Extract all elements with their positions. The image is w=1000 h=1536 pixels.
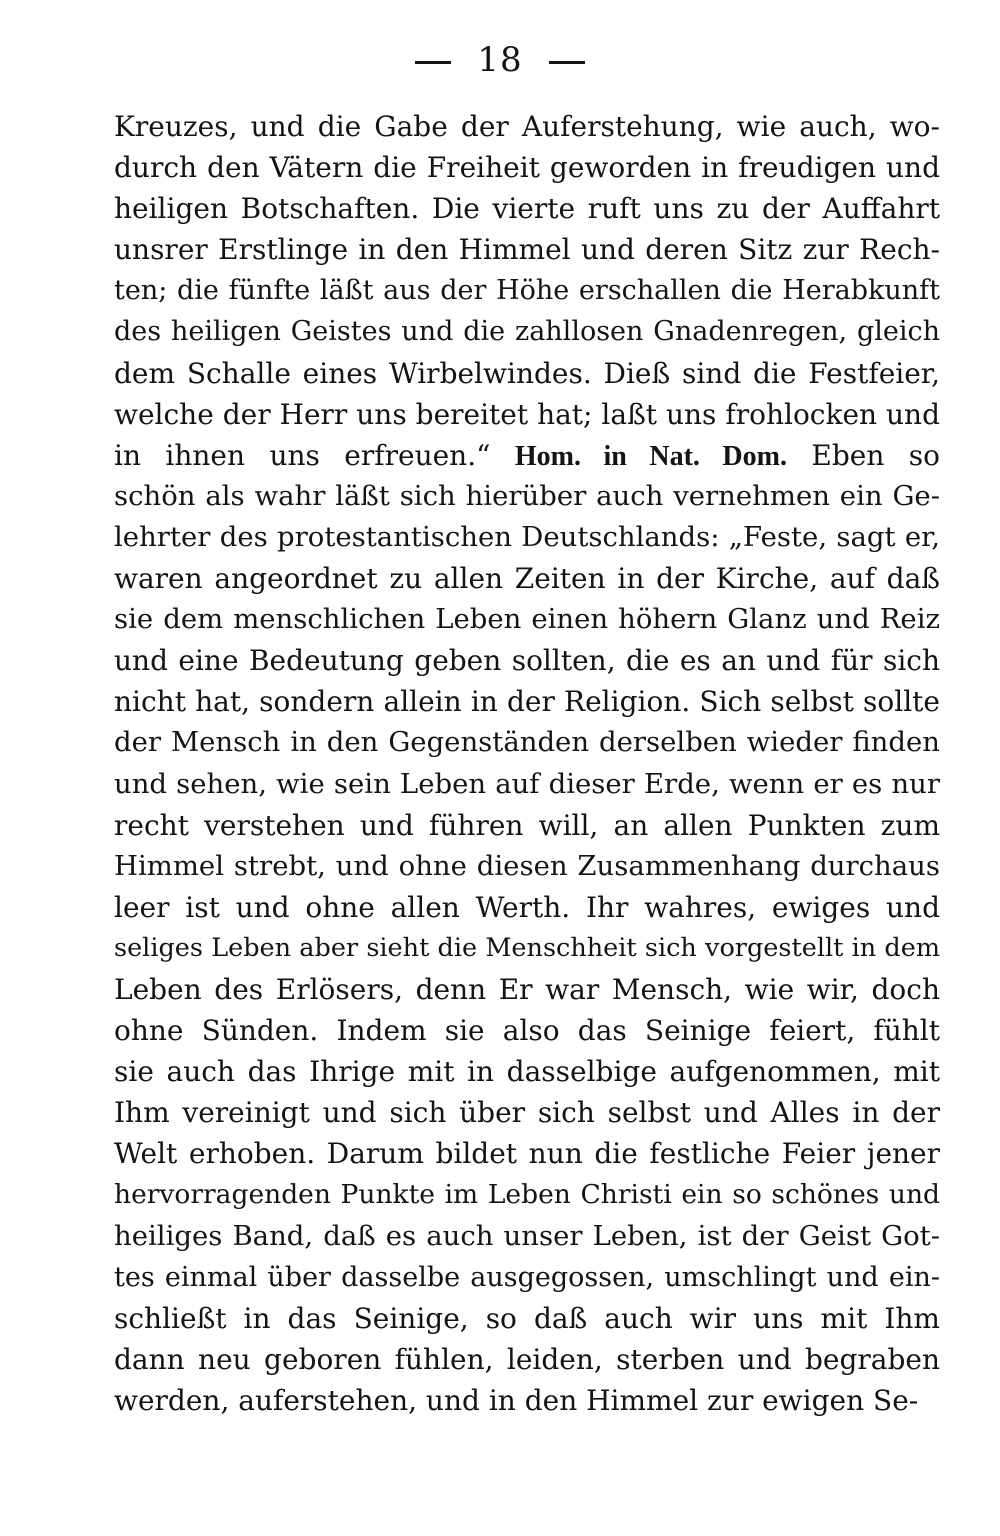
text-line: heiligen Botschaften. Die vierte ruft uns zu der Auffahrt [114, 192, 940, 226]
text-line: dem Schalle eines Wirbelwindes. Dieß sind die Festfeier, [114, 356, 940, 390]
text-line: werden, auferstehen, und in den Himmel zur ewigen Se- [114, 1383, 919, 1417]
text-line: heiliges Band, daß es auch unser Leben, ist der Geist Got- [114, 1219, 940, 1252]
right-dash [549, 61, 585, 64]
text-line: und eine Bedeutung geben sollten, die es an und für sich [114, 644, 940, 678]
text-line: Himmel strebt, und ohne diesen Zusammenhang durchaus [114, 849, 940, 882]
text-line: nicht hat, sondern allein in der Religion. Sich selbst sollte [114, 685, 940, 719]
text-line: welche der Herr uns bereitet hat; laßt uns frohlocken und [114, 397, 940, 431]
text-segment: Eben so [786, 438, 940, 472]
text-line: leer ist und ohne allen Werth. Ihr wahres, ewiges und [114, 890, 940, 924]
text-line: sie dem menschlichen Leben einen höhern Glanz und Reiz [114, 603, 940, 636]
latin-citation: Hom. in Nat. Dom. [514, 440, 787, 472]
text-line: seliges Leben aber sieht die Menschheit sich vorgestellt in dem [114, 932, 940, 963]
text-line: sie auch das Ihrige mit in dasselbige aufgenommen, mit [114, 1055, 940, 1089]
text-line: tes einmal über dasselbe ausgegossen, umschlingt und ein- [114, 1261, 940, 1293]
text-line: recht verstehen und führen will, an allen Punkten zum [114, 808, 940, 842]
text-line: hervorragenden Punkte im Leben Christi ein so schönes und [114, 1179, 940, 1211]
left-dash [415, 61, 451, 64]
text-line: schön als wahr läßt sich hierüber auch vernehmen ein Ge- [114, 479, 940, 512]
page-number-header [0, 36, 1000, 84]
text-line: lehrter des protestantischen Deutschlands: „Feste, sagt er, [114, 520, 940, 553]
text-line: Ihm vereinigt und sich über sich selbst und Alles in der [114, 1096, 940, 1130]
text-line: und sehen, wie sein Leben auf dieser Erde, wenn er es nur [114, 767, 940, 800]
text-line: durch den Vätern die Freiheit geworden in freudigen und [114, 151, 940, 185]
page-number: 18 [477, 40, 523, 80]
text-line: waren angeordnet zu allen Zeiten in der Kirche, auf daß [114, 562, 940, 596]
text-line: ohne Sünden. Indem sie also das Seinige feiert, fühlt [114, 1014, 940, 1048]
text-line: ten; die fünfte läßt aus der Höhe erschallen die Herabkunft [114, 275, 940, 307]
text-line: Leben des Erlösers, denn Er war Mensch, wie wir, doch [114, 972, 940, 1006]
text-line: schließt in das Seinige, so daß auch wir uns mit Ihm [114, 1301, 940, 1335]
body-text [114, 106, 940, 1421]
text-line: dann neu geboren fühlen, leiden, sterben und begraben [114, 1342, 940, 1376]
text-line: des heiligen Geistes und die zahllosen Gnadenregen, gleich [114, 316, 940, 348]
text-line: Welt erhoben. Darum bildet nun die festliche Feier jener [114, 1137, 940, 1171]
text-segment: in ihnen uns erfreuen.“ [114, 438, 515, 472]
text-line: der Mensch in den Gegenständen derselben wieder finden [114, 726, 940, 759]
text-line [114, 435, 940, 476]
text-line: Kreuzes, und die Gabe der Auferstehung, wie auch, wo- [114, 110, 940, 143]
text-line: unsrer Erstlinge in den Himmel und deren Sitz zur Rech- [114, 233, 940, 267]
